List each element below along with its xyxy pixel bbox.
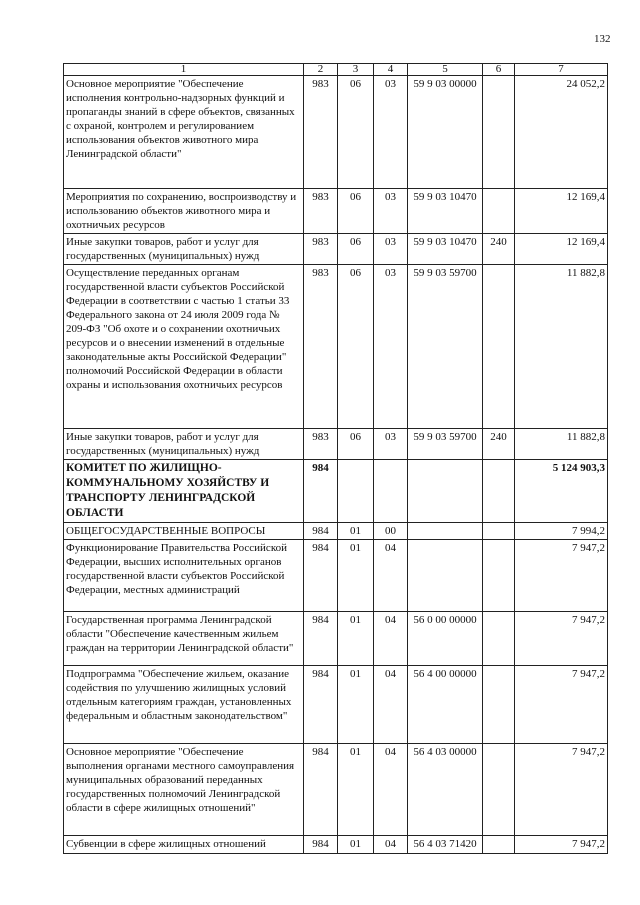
row-target-article: 59 9 03 00000: [408, 76, 483, 189]
table-row: [64, 460, 608, 523]
row-target-article: [408, 540, 483, 612]
row-subsection: 04: [374, 744, 408, 836]
page-number: 132: [594, 33, 611, 45]
row-amount: 7 947,2: [515, 612, 608, 666]
row-name: Подпрограмма "Обеспечение жильем, оказание содействия по улучшению жилищных условий отдельным категориям граждан, установленных федеральным и областным законодательством": [64, 666, 304, 744]
row-expense-type: [483, 744, 515, 836]
header-col-3: 3: [338, 64, 374, 76]
row-target-article: [408, 460, 483, 523]
row-amount: 7 947,2: [515, 836, 608, 854]
row-target-article: [408, 523, 483, 540]
row-subsection: 03: [374, 76, 408, 189]
header-col-1: 1: [64, 64, 304, 76]
row-amount: 7 947,2: [515, 540, 608, 612]
row-section: 01: [338, 666, 374, 744]
row-expense-type: [483, 540, 515, 612]
row-section: 06: [338, 265, 374, 429]
row-amount: 11 882,8: [515, 429, 608, 460]
row-expense-type: 240: [483, 429, 515, 460]
row-name: Иные закупки товаров, работ и услуг для государственных (муниципальных) нужд: [64, 234, 304, 265]
row-grbs-code: 983: [304, 265, 338, 429]
row-grbs-code: 984: [304, 460, 338, 523]
row-expense-type: [483, 189, 515, 234]
table-row: [64, 744, 608, 836]
row-grbs-code: 984: [304, 540, 338, 612]
row-grbs-code: 983: [304, 189, 338, 234]
row-subsection: 03: [374, 429, 408, 460]
row-expense-type: [483, 460, 515, 523]
row-target-article: 59 9 03 10470: [408, 234, 483, 265]
row-section: 06: [338, 189, 374, 234]
row-section: 01: [338, 612, 374, 666]
row-section: 01: [338, 744, 374, 836]
row-grbs-code: 984: [304, 744, 338, 836]
row-name: Государственная программа Ленинградской области "Обеспечение качественным жильем граждан на территории Ленинградской области": [64, 612, 304, 666]
row-expense-type: [483, 836, 515, 854]
row-target-article: 56 4 00 00000: [408, 666, 483, 744]
header-col-2: 2: [304, 64, 338, 76]
row-grbs-code: 983: [304, 234, 338, 265]
row-grbs-code: 984: [304, 836, 338, 854]
row-grbs-code: 984: [304, 523, 338, 540]
table-row: [64, 523, 608, 540]
row-grbs-code: 983: [304, 76, 338, 189]
row-subsection: 00: [374, 523, 408, 540]
row-name: Основное мероприятие "Обеспечение выполнения органами местного самоуправления муниципальных образований переданных государственных полномочий Ленинградской области в сфере жилищных отношений": [64, 744, 304, 836]
row-amount: 5 124 903,3: [515, 460, 608, 523]
row-subsection: 04: [374, 612, 408, 666]
row-name: Основное мероприятие "Обеспечение исполнения контрольно-надзорных функций и пропаганды знаний в сфере объектов, связанных с охраной, контролем и регулированием использования объектов животного мира Ленинградской области": [64, 76, 304, 189]
row-name: Иные закупки товаров, работ и услуг для государственных (муниципальных) нужд: [64, 429, 304, 460]
row-section: 01: [338, 836, 374, 854]
row-section: 01: [338, 523, 374, 540]
header-col-6: 6: [483, 64, 515, 76]
row-amount: 7 947,2: [515, 744, 608, 836]
row-section: 01: [338, 540, 374, 612]
row-subsection: 03: [374, 189, 408, 234]
row-section: 06: [338, 429, 374, 460]
row-section: 06: [338, 234, 374, 265]
row-subsection: 03: [374, 234, 408, 265]
table-row: [64, 189, 608, 234]
row-expense-type: [483, 265, 515, 429]
row-name: Мероприятия по сохранению, воспроизводству и использованию объектов животного мира и охотничьих ресурсов: [64, 189, 304, 234]
row-amount: 7 994,2: [515, 523, 608, 540]
row-target-article: 59 9 03 59700: [408, 429, 483, 460]
table-row: [64, 265, 608, 429]
row-target-article: 56 4 03 71420: [408, 836, 483, 854]
row-expense-type: [483, 666, 515, 744]
header-row: [64, 64, 608, 76]
budget-table: [63, 63, 608, 854]
row-amount: 24 052,2: [515, 76, 608, 189]
row-subsection: 04: [374, 666, 408, 744]
table-row: [64, 540, 608, 612]
table-row: [64, 76, 608, 189]
row-target-article: 56 4 03 00000: [408, 744, 483, 836]
row-name: Функционирование Правительства Российской Федерации, высших исполнительных органов государственной власти субъектов Российской Федерации, местных администраций: [64, 540, 304, 612]
row-name: Субвенции в сфере жилищных отношений: [64, 836, 304, 854]
row-amount: 11 882,8: [515, 265, 608, 429]
row-expense-type: [483, 523, 515, 540]
header-col-5: 5: [408, 64, 483, 76]
row-subsection: 04: [374, 540, 408, 612]
header-col-7: 7: [515, 64, 608, 76]
table-row: [64, 234, 608, 265]
row-name: Осуществление переданных органам государственной власти субъектов Российской Федерации в соответствии с частью 1 статьи 33 Федерального закона от 24 июля 2009 года № 209-ФЗ "Об охоте и о сохранении охотничьих ресурсов и о внесении изменений в отдельные законодательные акты Российской Федерации" полномочий Российской Федерации в области охраны и использования охотничьих ресурсов: [64, 265, 304, 429]
row-subsection: 04: [374, 836, 408, 854]
row-target-article: 59 9 03 10470: [408, 189, 483, 234]
row-amount: 12 169,4: [515, 234, 608, 265]
row-expense-type: [483, 76, 515, 189]
header-col-4: 4: [374, 64, 408, 76]
row-name: ОБЩЕГОСУДАРСТВЕННЫЕ ВОПРОСЫ: [64, 523, 304, 540]
row-section: [338, 460, 374, 523]
table-row: [64, 836, 608, 854]
table-row: [64, 612, 608, 666]
row-amount: 7 947,2: [515, 666, 608, 744]
table-body: [64, 76, 608, 854]
row-amount: 12 169,4: [515, 189, 608, 234]
row-section: 06: [338, 76, 374, 189]
row-subsection: [374, 460, 408, 523]
row-subsection: 03: [374, 265, 408, 429]
table-row: [64, 666, 608, 744]
row-target-article: 59 9 03 59700: [408, 265, 483, 429]
row-target-article: 56 0 00 00000: [408, 612, 483, 666]
row-grbs-code: 983: [304, 429, 338, 460]
row-expense-type: [483, 612, 515, 666]
row-name: КОМИТЕТ ПО ЖИЛИЩНО-КОММУНАЛЬНОМУ ХОЗЯЙСТВУ И ТРАНСПОРТУ ЛЕНИНГРАДСКОЙ ОБЛАСТИ: [64, 460, 304, 523]
row-grbs-code: 984: [304, 612, 338, 666]
row-expense-type: 240: [483, 234, 515, 265]
table-row: [64, 429, 608, 460]
row-grbs-code: 984: [304, 666, 338, 744]
